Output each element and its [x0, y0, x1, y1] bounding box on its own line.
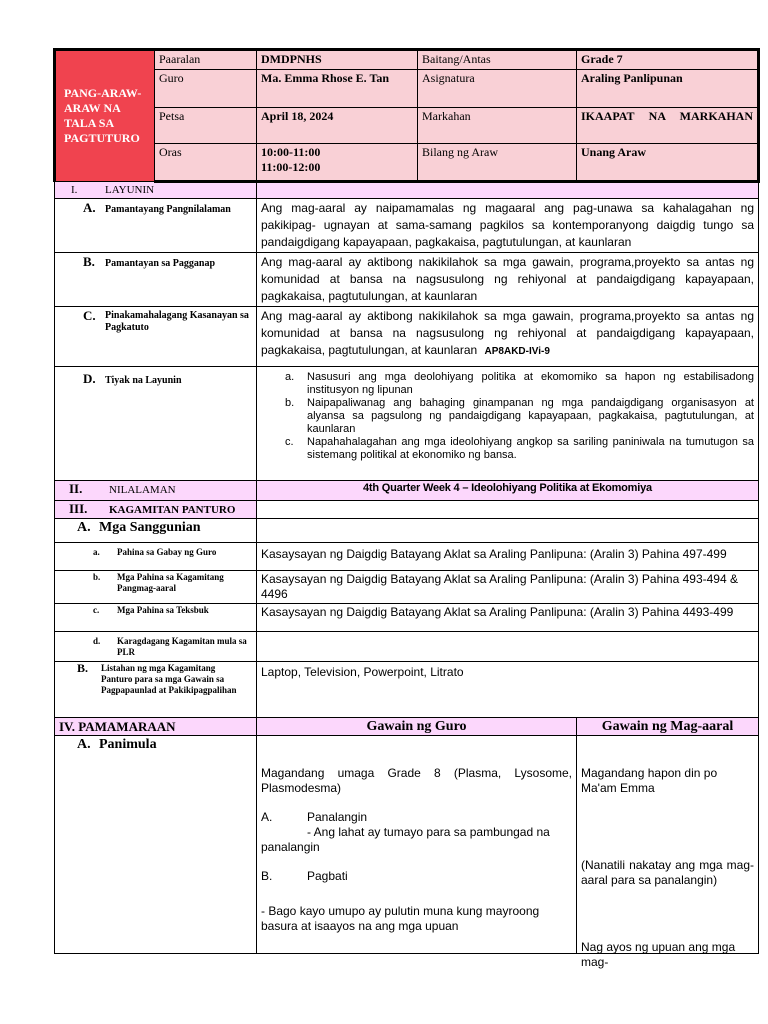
header-row-petsa	[55, 108, 759, 144]
layunin-b-label	[55, 253, 257, 307]
pamamaraan-heading: IV. PAMAMARAAN	[55, 718, 257, 736]
header-row-guro	[55, 70, 759, 108]
kagamitan-a-label	[55, 519, 257, 543]
lesson-plan-document	[53, 48, 757, 969]
sanggunian-mark: b.	[93, 572, 101, 582]
sanggunian-mark: a.	[93, 547, 100, 557]
kagamitan-heading-filler	[257, 501, 759, 519]
layunin-a-label-text: Pamantayang Pangnilalaman	[105, 204, 231, 215]
guro-greeting: Magandang umaga Grade 8 (Plasma, Lysosome, Plasmodesma)	[261, 766, 572, 795]
list-text: Nasusuri ang mga deolohiyang politika at ekomomiko sa hapon ng estabilisadong institusyon ng lipunan	[307, 371, 754, 396]
oras-value-2: 11:00-12:00	[261, 160, 321, 174]
baitang-value: Grade 7	[577, 50, 759, 70]
magaaral-greeting: Magandang hapon din po Ma'am Emma	[581, 766, 718, 795]
section-nilalaman	[55, 481, 759, 501]
kagamitan-b-label-text: Listahan ng mga Kagamitang Panturo para sa mga Gawain sa Pagpapaunlad at Pakikipagpalihan	[101, 663, 237, 695]
sanggunian-row	[55, 571, 759, 604]
kagamitan-a-letter: A.	[77, 520, 91, 535]
markahan-label: Markahan	[418, 108, 577, 144]
guro-label: Guro	[155, 70, 257, 108]
sanggunian-label-text: Karagdagang Kagamitan mula sa PLR	[117, 636, 247, 657]
nilalaman-num: II.	[69, 481, 83, 496]
baitang-label: Baitang/Antas	[418, 50, 577, 70]
sanggunian-label	[55, 604, 257, 632]
sanggunian-mark: d.	[93, 636, 101, 646]
panimula-row	[55, 736, 759, 954]
guro-pagbati-title	[261, 869, 572, 884]
oras-value-1: 10:00-11:00	[261, 145, 321, 159]
lesson-plan-table	[53, 48, 760, 969]
sanggunian-row	[55, 604, 759, 632]
layunin-d-item	[285, 397, 754, 436]
header-title: PANG-ARAW-ARAW NA TALA SA PAGTUTURO	[55, 50, 155, 182]
oras-value	[257, 144, 418, 182]
layunin-heading	[55, 182, 257, 199]
layunin-c-label-text: Pinakamahalagang Kasanayan sa Pagkatuto	[105, 310, 249, 333]
sanggunian-label-text: Mga Pahina sa Kagamitang Pangmag-aaral	[117, 572, 224, 593]
panimula-label-text: Panimula	[99, 737, 157, 752]
sanggunian-text	[257, 632, 759, 662]
layunin-a-text: Ang mag-aaral ay naipamamalas ng magaaral ang pag-unawa sa kahalagahan ng pakikipag- ugnayan at sama-samang pagkilos sa kontemporanyong daigdig tungo sa pandaigdigang kapayapaan, pagkakaisa, pagtutulungan, at kaunlaran	[257, 199, 759, 253]
sanggunian-label	[55, 571, 257, 604]
paaralan-value: DMDPNHS	[257, 50, 418, 70]
nilalaman-label: NILALAMAN	[109, 484, 176, 496]
layunin-d-label	[55, 367, 257, 481]
panimula-label	[55, 736, 257, 954]
bilang-value: Unang Araw	[577, 144, 759, 182]
layunin-d-list	[261, 371, 754, 462]
layunin-b-label-text: Pamantayan sa Pagganap	[105, 258, 216, 269]
guro-pagbati-text: - Bago kayo umupo ay pulutin muna kung mayroong basura at isaayos na ang mga upuan	[261, 904, 540, 933]
layunin-d-item	[285, 371, 754, 397]
sanggunian-text: Kasaysayan ng Daigdig Batayang Aklat sa Araling Panlipuna: (Aralin 3) Pahina 497-499	[257, 543, 759, 571]
kagamitan-b-label	[55, 662, 257, 718]
header-row-oras	[55, 144, 759, 182]
layunin-a-letter: A.	[83, 200, 96, 215]
list-text: Napahahalagahan ang mga ideolohiyang angkop sa sariling paniniwala na tumutugon sa sistemang politikal at ekonomiko ng bansa.	[307, 436, 754, 461]
section-pamamaraan	[55, 718, 759, 736]
sanggunian-label-text: Pahina sa Gabay ng Guro	[117, 547, 217, 557]
sanggunian-text: Kasaysayan ng Daigdig Batayang Aklat sa Araling Panlipuna: (Aralin 3) Pahina 4493-499	[257, 604, 759, 632]
kagamitan-b-row	[55, 662, 759, 718]
layunin-label: LAYUNIN	[105, 184, 155, 196]
kagamitan-b-letter: B.	[77, 661, 89, 675]
list-text: Naipapaliwanag ang bahaging ginampanan ng mga pandaigdigang organisasyon at alyansa sa pagsulong ng pandaigdigang kapayapaan, pagkakaisa, pagtutulungan, at kaunlaran	[307, 397, 754, 435]
layunin-b-text: Ang mag-aaral ay aktibong nakikilahok sa mga gawain, programa,proyekto sa antas ng komunidad at bansa na nagsusulong ng rehiyonal at pandaigdigang kapayapaan, pagkakaisa, pagtutulungan, at kaunlaran	[257, 253, 759, 307]
nilalaman-text: 4th Quarter Week 4 – Ideolohiyang Politika at Ekomomiya	[257, 481, 759, 501]
guro-activities	[257, 736, 577, 954]
petsa-value: April 18, 2024	[257, 108, 418, 144]
kagamitan-heading	[55, 501, 257, 519]
header-row-paaralan	[55, 50, 759, 70]
layunin-d-row	[55, 367, 759, 481]
list-marker: c.	[285, 436, 294, 448]
layunin-c-text	[257, 307, 759, 367]
guro-panalangin-title	[261, 810, 572, 825]
guro-a-mark: A.	[261, 810, 273, 824]
petsa-label: Petsa	[155, 108, 257, 144]
sanggunian-row	[55, 632, 759, 662]
section-layunin	[55, 182, 759, 199]
nilalaman-heading	[55, 481, 257, 501]
kagamitan-b-text: Laptop, Television, Powerpoint, Litrato	[257, 662, 759, 718]
magaaral-ayos: Nag ayos ng upuan ang mga mag-	[581, 940, 736, 969]
layunin-d-item	[285, 436, 754, 462]
guro-value: Ma. Emma Rhose E. Tan	[257, 70, 418, 108]
sanggunian-mark: c.	[93, 605, 100, 615]
layunin-c-row	[55, 307, 759, 367]
layunin-a-row	[55, 199, 759, 253]
asignatura-label: Asignatura	[418, 70, 577, 108]
sanggunian-label	[55, 632, 257, 662]
paaralan-label: Paaralan	[155, 50, 257, 70]
layunin-heading-filler	[257, 182, 759, 199]
magaaral-pray: (Nanatili nakatay ang mga mag-aaral para sa panalangin)	[581, 858, 754, 887]
col-header-magaaral: Gawain ng Mag-aaral	[577, 718, 759, 736]
guro-panalangin-text: - Ang lahat ay tumayo para sa pambungad na panalangin	[261, 825, 550, 854]
layunin-a-label	[55, 199, 257, 253]
kagamitan-a-label-text: Mga Sanggunian	[99, 520, 201, 535]
panimula-letter: A.	[77, 737, 91, 752]
section-kagamitan	[55, 501, 759, 519]
layunin-b-row	[55, 253, 759, 307]
col-header-guro: Gawain ng Guro	[257, 718, 577, 736]
markahan-value: IKAAPAT NA MARKAHAN	[577, 108, 759, 144]
asignatura-value: Araling Panlipunan	[577, 70, 759, 108]
kagamitan-a-row	[55, 519, 759, 543]
layunin-c-text-body: Ang mag-aaral ay aktibong nakikilahok sa mga gawain, programa,proyekto sa antas ng komunidad at bansa na nagsusulong ng rehiyonal at pandaigdigang kapayapaan, pagkakaisa, pagtutulungan, at kaunlaran	[261, 309, 754, 357]
bilang-label: Bilang ng Araw	[418, 144, 577, 182]
layunin-d-letter: D.	[83, 371, 96, 386]
layunin-c-label	[55, 307, 257, 367]
layunin-c-code: AP8AKD-IVi-9	[484, 346, 550, 357]
sanggunian-row	[55, 543, 759, 571]
magaaral-activities	[577, 736, 759, 969]
layunin-b-letter: B.	[83, 254, 95, 269]
sanggunian-label	[55, 543, 257, 571]
layunin-d-label-text: Tiyak na Layunin	[105, 375, 182, 386]
kagamitan-a-filler	[257, 519, 759, 543]
list-marker: b.	[285, 397, 295, 409]
oras-label: Oras	[155, 144, 257, 182]
sanggunian-label-text: Mga Pahina sa Teksbuk	[117, 605, 209, 615]
sanggunian-text: Kasaysayan ng Daigdig Batayang Aklat sa Araling Panlipuna: (Aralin 3) Pahina 493-494 & 4496	[257, 571, 759, 604]
list-marker: a.	[285, 371, 295, 383]
layunin-num: I.	[71, 184, 78, 196]
guro-b-title: Pagbati	[307, 869, 348, 883]
kagamitan-label: KAGAMITAN PANTURO	[109, 504, 236, 516]
guro-a-title: Panalangin	[307, 810, 368, 824]
guro-b-mark: B.	[261, 869, 273, 883]
layunin-c-letter: C.	[83, 308, 96, 323]
kagamitan-num: III.	[69, 501, 88, 516]
layunin-d-content	[257, 367, 759, 481]
